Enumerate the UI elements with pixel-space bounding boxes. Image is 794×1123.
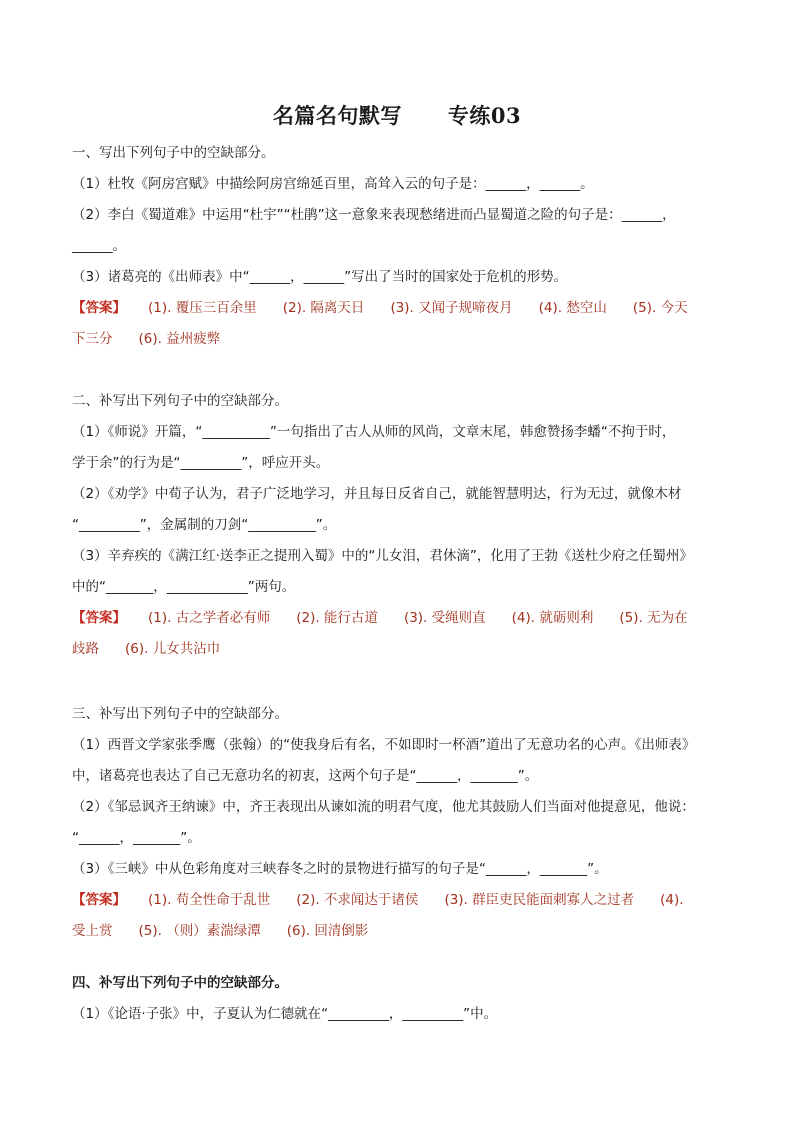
title-sub: 专练03	[447, 103, 522, 128]
question-line: 中，诸葛亮也表达了自己无意功名的初衷，这两个句子是“______，_______”。	[72, 768, 539, 784]
answer-item: (2). 隔离天日	[282, 300, 365, 316]
question-line: “______，_______”。	[72, 830, 201, 846]
section-heading: 四、补写出下列句子中的空缺部分。	[72, 975, 288, 991]
question-line: （1）西晋文学家张季鹰（张翰）的“使我身后有名，不如即时一杯酒”道出了无意功名的心声。《出师表》	[72, 737, 696, 753]
section-heading: 二、补写出下列句子中的空缺部分。	[72, 393, 288, 409]
answer-line	[72, 603, 726, 634]
question-line: （1）《师说》开篇，“__________”一句指出了古人从师的风尚，文章末尾，韩愈赞扬李蟠“不拘于时，	[72, 424, 676, 440]
answer-item: (5). （则）素湍绿潭	[138, 923, 261, 939]
answer-item: (3). 群臣吏民能面刺寡人之过者	[444, 892, 635, 908]
answer-item: (3). 又闻子规啼夜月	[390, 300, 513, 316]
answer-line	[72, 324, 726, 355]
answer-item: (1). 覆压三百余里	[148, 300, 257, 316]
answer-item: (4). 就砺则利	[511, 610, 594, 626]
question-line: （3）《三峡》中从色彩角度对三峡春冬之时的景物进行描写的句子是“______，_______”。	[72, 861, 608, 877]
question-line: “_________”，金属制的刀剑“__________”。	[72, 517, 337, 533]
answer-line	[72, 293, 726, 324]
question-line: 学于余”的行为是“_________”，呼应开头。	[72, 455, 330, 471]
question-line: （1）杜牧《阿房宫赋》中描绘阿房宫绵延百里，高耸入云的句子是：______，______。	[72, 176, 594, 192]
answer-item: (4).	[660, 892, 684, 908]
section-2	[72, 386, 726, 665]
section-3	[72, 699, 726, 947]
answer-item: (6). 儿女共沾巾	[125, 641, 221, 657]
answer-tag: 【答案】	[72, 610, 126, 626]
answer-line	[72, 885, 726, 916]
question-line: （1）《论语·子张》中，子夏认为仁德就在“_________，_________”中。	[72, 1006, 498, 1022]
answer-tag: 【答案】	[72, 892, 126, 908]
section-heading: 三、补写出下列句子中的空缺部分。	[72, 706, 288, 722]
question-line: （3）辛弃疾的《满江红·送李正之提刑入蜀》中的“儿女泪，君休滴”，化用了王勃《送杜少府之任蜀州》	[72, 548, 693, 564]
question-line: ______。	[72, 238, 126, 254]
answer-item: (5). 今天	[632, 300, 688, 316]
title-main: 名篇名句默写	[272, 103, 402, 128]
answer-item: (2). 不求闻达于诸侯	[296, 892, 419, 908]
answer-item: (3). 受绳则直	[403, 610, 486, 626]
answer-item: 歧路	[72, 641, 99, 657]
question-line: （2）李白《蜀道难》中运用“杜宇”“杜鹃”这一意象来表现愁绪进而凸显蜀道之险的句子是：______，	[72, 207, 676, 223]
question-line: （2）《劝学》中荀子认为，君子广泛地学习，并且每日反省自己，就能智慧明达，行为无过，就像木材	[72, 486, 682, 502]
answer-item: (1). 古之学者必有师	[148, 610, 271, 626]
answer-item: 受上赏	[72, 923, 113, 939]
answer-line	[72, 634, 726, 665]
answer-tag: 【答案】	[72, 300, 126, 316]
section-heading: 一、写出下列句子中的空缺部分。	[72, 145, 275, 161]
section-4	[72, 968, 726, 1030]
section-1	[72, 138, 726, 355]
answer-item: 下三分	[72, 331, 113, 347]
answer-line	[72, 916, 726, 947]
answer-item: (1). 苟全性命于乱世	[148, 892, 271, 908]
question-line: （3）诸葛亮的《出师表》中“______，______”写出了当时的国家处于危机的形势。	[72, 269, 568, 285]
answer-item: (4). 愁空山	[538, 300, 607, 316]
question-line: （2）《邹忌讽齐王纳谏》中，齐王表现出从谏如流的明君气度，他尤其鼓励人们当面对他提意见，他说：	[72, 799, 695, 815]
question-line: 中的“_______，____________”两句。	[72, 579, 296, 595]
page-title	[0, 100, 794, 130]
answer-item: (5). 无为在	[619, 610, 688, 626]
answer-item: (6). 益州疲弊	[138, 331, 221, 347]
answer-item: (2). 能行古道	[296, 610, 378, 626]
answer-item: (6). 回清倒影	[286, 923, 369, 939]
